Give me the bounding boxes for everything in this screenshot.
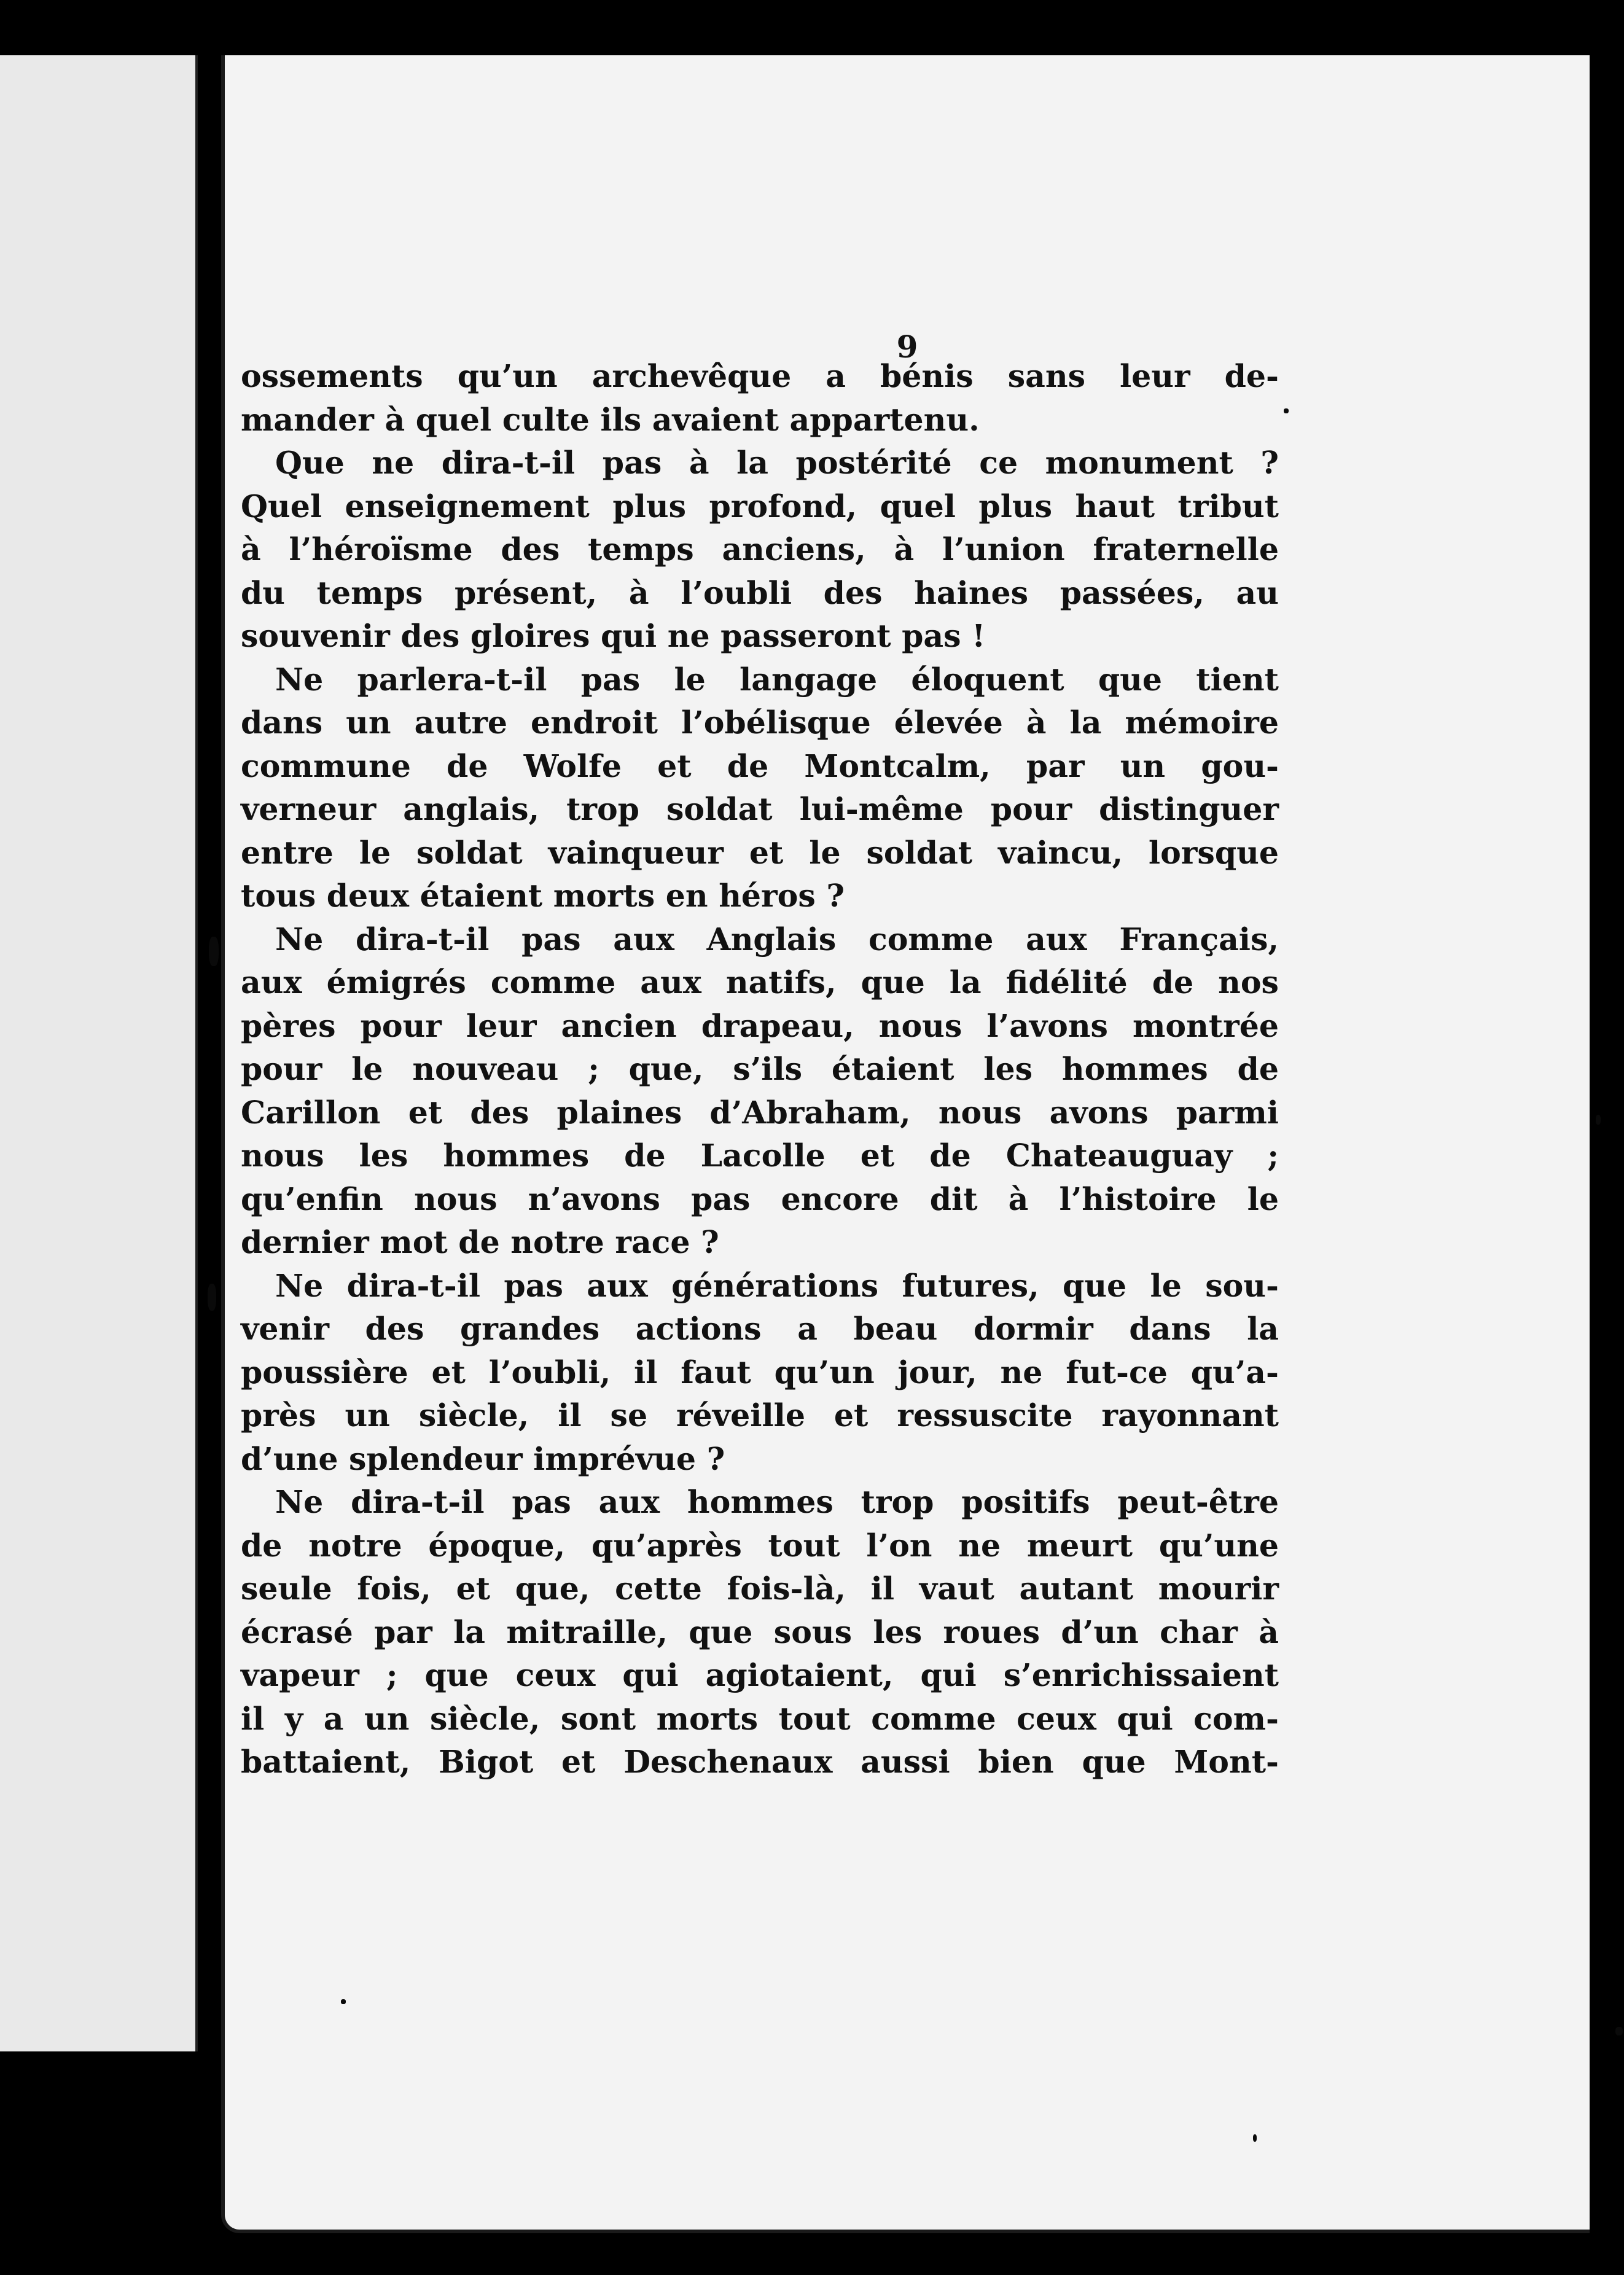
- text-line: commune de Wolfe et de Montcalm, par un gou-: [241, 747, 1279, 784]
- body-text: [241, 355, 1279, 1784]
- text-line: Carillon et des plaines d’Abraham, nous avons parmi: [241, 1094, 1279, 1131]
- text-line: Ne dira-t-il pas aux Anglais comme aux Français,: [275, 921, 1279, 958]
- text-line: d’une splendeur imprévue ?: [241, 1440, 725, 1477]
- text-line: pour le nouveau ; que, s’ils étaient les hommes de: [241, 1051, 1279, 1087]
- scan-mark: [1596, 1115, 1601, 1125]
- scan-mark: [341, 1999, 346, 2004]
- text-line: du temps présent, à l’oubli des haines passées, au: [241, 574, 1279, 611]
- scan-mark: [1615, 2027, 1623, 2035]
- text-line: à l’héroïsme des temps anciens, à l’union fraternelle: [241, 531, 1279, 568]
- text-line: entre le soldat vainqueur et le soldat vaincu, lorsque: [241, 834, 1279, 871]
- text-line: souvenir des gloires qui ne passeront pas !: [241, 618, 986, 654]
- text-line: tous deux étaient morts en héros ?: [241, 878, 845, 914]
- text-line: battaient, Bigot et Deschenaux aussi bien que Mont-: [241, 1744, 1279, 1780]
- text-line: poussière et l’oubli, il faut qu’un jour, ne fut-ce qu’a-: [241, 1354, 1279, 1391]
- text-line: venir des grandes actions a beau dormir dans la: [241, 1311, 1279, 1347]
- text-line: mander à quel culte ils avaient appartenu.: [241, 401, 980, 438]
- scan-mark: [208, 1284, 216, 1311]
- text-line: ossements qu’un archevêque a bénis sans leur de-: [241, 358, 1279, 394]
- text-line: seule fois, et que, cette fois-là, il vaut autant mourir: [241, 1571, 1279, 1607]
- text-line: Ne parlera-t-il pas le langage éloquent que tient: [275, 661, 1279, 698]
- text-line: qu’enfin nous n’avons pas encore dit à l’histoire le: [241, 1180, 1279, 1217]
- page-number: 9: [896, 329, 918, 365]
- text-line: il y a un siècle, sont morts tout comme ceux qui com-: [241, 1700, 1279, 1737]
- text-line: aux émigrés comme aux natifs, que la fidélité de nos: [241, 964, 1279, 1001]
- text-line: verneur anglais, trop soldat lui-même pour distinguer: [241, 791, 1279, 827]
- text-line: Que ne dira-t-il pas à la postérité ce monument ?: [275, 445, 1279, 481]
- text-line: dans un autre endroit l’obélisque élevée à la mémoire: [241, 704, 1279, 741]
- text-line: Ne dira-t-il pas aux hommes trop positifs peut-être: [275, 1484, 1279, 1520]
- text-line: nous les hommes de Lacolle et de Chateauguay ;: [241, 1138, 1279, 1174]
- text-line: vapeur ; que ceux qui agiotaient, qui s’enrichissaient: [241, 1657, 1279, 1693]
- facing-page-edge: [0, 55, 198, 2051]
- text-line: pères pour leur ancien drapeau, nous l’avons montrée: [241, 1007, 1279, 1044]
- text-line: Quel enseignement plus profond, quel plus haut tribut: [241, 488, 1279, 525]
- scan-mark: [1253, 2134, 1257, 2142]
- text-line: de notre époque, qu’après tout l’on ne meurt qu’une: [241, 1527, 1279, 1564]
- scan-mark: [1284, 408, 1289, 413]
- text-line: Ne dira-t-il pas aux générations futures, que le sou-: [275, 1267, 1279, 1304]
- text-line: dernier mot de notre race ?: [241, 1224, 719, 1260]
- text-line: écrasé par la mitraille, que sous les roues d’un char à: [241, 1614, 1279, 1650]
- scan-mark: [209, 937, 219, 966]
- text-line: près un siècle, il se réveille et ressuscite rayonnant: [241, 1397, 1279, 1434]
